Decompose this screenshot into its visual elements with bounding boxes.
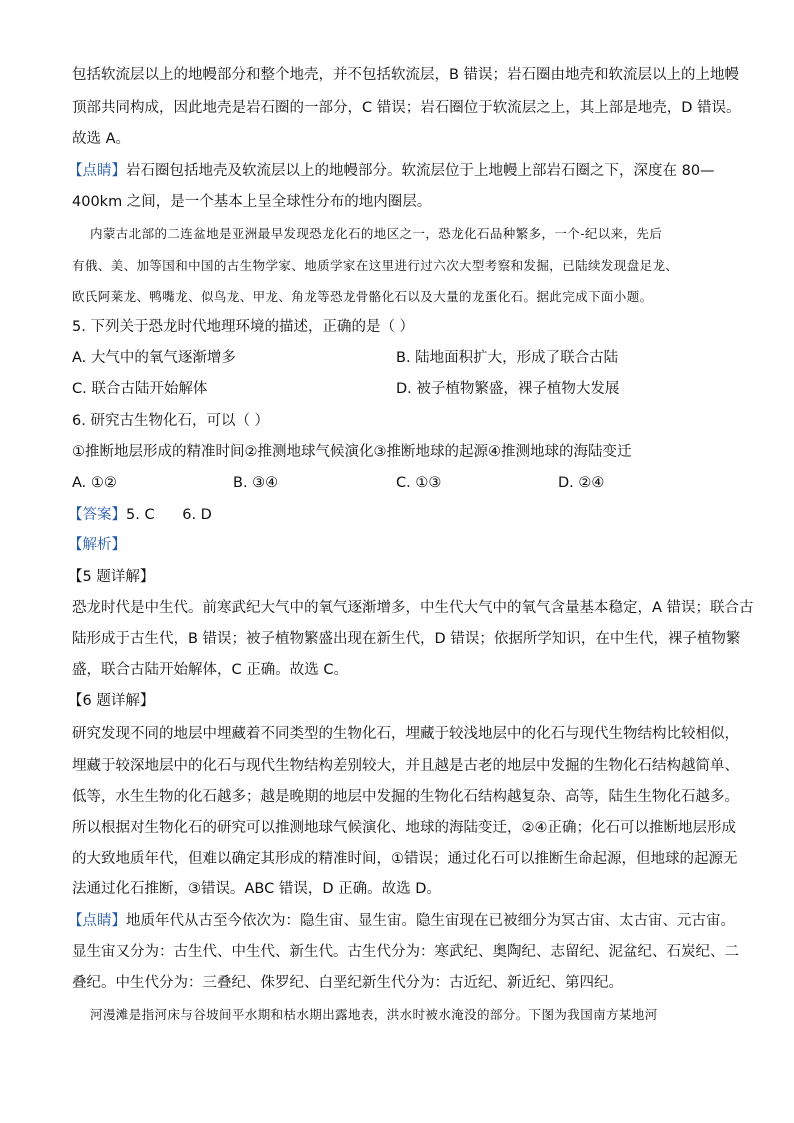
q6-detail-label: 【6 题详解】 [68, 693, 155, 709]
tip-line: 400km 之间，是一个基本上呈全球性分布的地内圈层。 [72, 194, 432, 210]
question-6-option-c: C. ①③ [396, 475, 442, 491]
answer-text: 5. C 6. D [126, 507, 212, 523]
tip-label: 【点睛】 [68, 913, 126, 929]
paragraph-line: 顶部共同构成，因此地壳是岩石圈的一部分，C 错误；岩石圈位于软流层之上，其上部是地壳，D 错误。 [72, 100, 741, 116]
q6-detail-line: 所以根据对生物化石的研究可以推测地球气候演化、地球的海陆变迁，②④正确；化石可以推断地层形成 [72, 820, 736, 836]
q5-detail-label: 【5 题详解】 [68, 569, 155, 585]
tip-line: 显生宙又分为：古生代、中生代、新生代。古生代分为：寒武纪、奥陶纪、志留纪、泥盆纪、石炭纪、二 [72, 944, 739, 960]
tip-text: 岩石圈包括地壳及软流层以上的地幔部分。软流层位于上地幔上部岩石圈之下，深度在 80— [126, 163, 715, 179]
question-5-option-a: A. 大气中的氧气逐渐增多 [72, 350, 236, 366]
q6-detail-line: 研究发现不同的地层中埋藏着不同类型的生物化石，埋藏于较浅地层中的化石与现代生物结构比较相似， [72, 726, 739, 742]
material-line: 欧氏阿莱龙、鸭嘴龙、似鸟龙、甲龙、角龙等恐龙骨骼化石以及大量的龙蛋化石。据此完成下面小题。 [72, 289, 653, 304]
question-5-stem: 5. 下列关于恐龙时代地理环境的描述，正确的是（ ） [72, 319, 415, 335]
question-6-stem: 6. 研究古生物化石，可以（ ） [72, 413, 270, 429]
q6-detail-line: 法通过化石推断，③错误。ABC 错误，D 正确。故选 D。 [72, 881, 441, 897]
question-6-option-d: D. ②④ [558, 475, 605, 491]
paragraph-line: 包括软流层以上的地幔部分和整个地壳，并不包括软流层，B 错误；岩石圈由地壳和软流层以上的上地幔 [72, 67, 740, 83]
paragraph-line: 故选 A。 [72, 131, 131, 147]
tip-text: 地质年代从古至今依次为：隐生宙、显生宙。隐生宙现在已被细分为冥古宙、太古宙、元古宙。 [126, 913, 735, 929]
tip-line [68, 161, 715, 181]
q6-detail-line: 的大致地质年代，但难以确定其形成的精准时间，①错误；通过化石可以推断生命起源，但地球的起源无 [72, 851, 738, 867]
question-5-option-c: C. 联合古陆开始解体 [72, 381, 208, 397]
material-line: 内蒙古北部的二连盆地是亚洲最早发现恐龙化石的地区之一，恐龙化石品种繁多，一个-纪以来，先后 [90, 226, 663, 241]
tip-line: 叠纪。中生代分为：三叠纪、侏罗纪、白垩纪新生代分为：古近纪、新近纪、第四纪。 [72, 975, 623, 991]
tip-line [68, 911, 735, 931]
material-line: 有俄、美、加等国和中国的古生物学家、地质学家在这里进行过六次大型考察和发掘，已陆续发现盘足龙、 [72, 258, 679, 273]
q6-detail-line: 埋藏于较深地层中的化石与现代生物结构差别较大，并且越是古老的地层中发掘的生物化石结构越简单、 [72, 758, 739, 774]
answer-label: 【答案】 [68, 507, 126, 523]
material-line: 河漫滩是指河床与谷坡间平水期和枯水期出露地表，洪水时被水淹没的部分。下图为我国南方某地河 [90, 1007, 658, 1022]
question-6-items: ①推断地层形成的精准时间②推测地球气候演化③推断地球的起源④推测地球的海陆变迁 [72, 444, 632, 460]
question-5-option-b: B. 陆地面积扩大，形成了联合古陆 [396, 350, 619, 366]
question-5-option-d: D. 被子植物繁盛，裸子植物大发展 [396, 381, 620, 397]
question-6-option-a: A. ①② [72, 475, 117, 491]
answer-line [68, 505, 212, 525]
q5-detail-line: 恐龙时代是中生代。前寒武纪大气中的氧气逐渐增多，中生代大气中的氧气含量基本稳定，A 错误；联合古 [72, 600, 754, 616]
analysis-label: 【解析】 [68, 537, 126, 553]
q5-detail-line: 陆形成于古生代，B 错误；被子植物繁盛出现在新生代，D 错误；依据所学知识，在中生代，裸子植物繁 [72, 631, 741, 647]
q6-detail-line: 低等，水生生物的化石越多；越是晚期的地层中发掘的生物化石结构越复杂、高等，陆生生物化石越多。 [72, 789, 739, 805]
question-6-option-b: B. ③④ [233, 475, 279, 491]
q5-detail-line: 盛，联合古陆开始解体，C 正确。故选 C。 [72, 662, 348, 678]
tip-label: 【点睛】 [68, 163, 126, 179]
